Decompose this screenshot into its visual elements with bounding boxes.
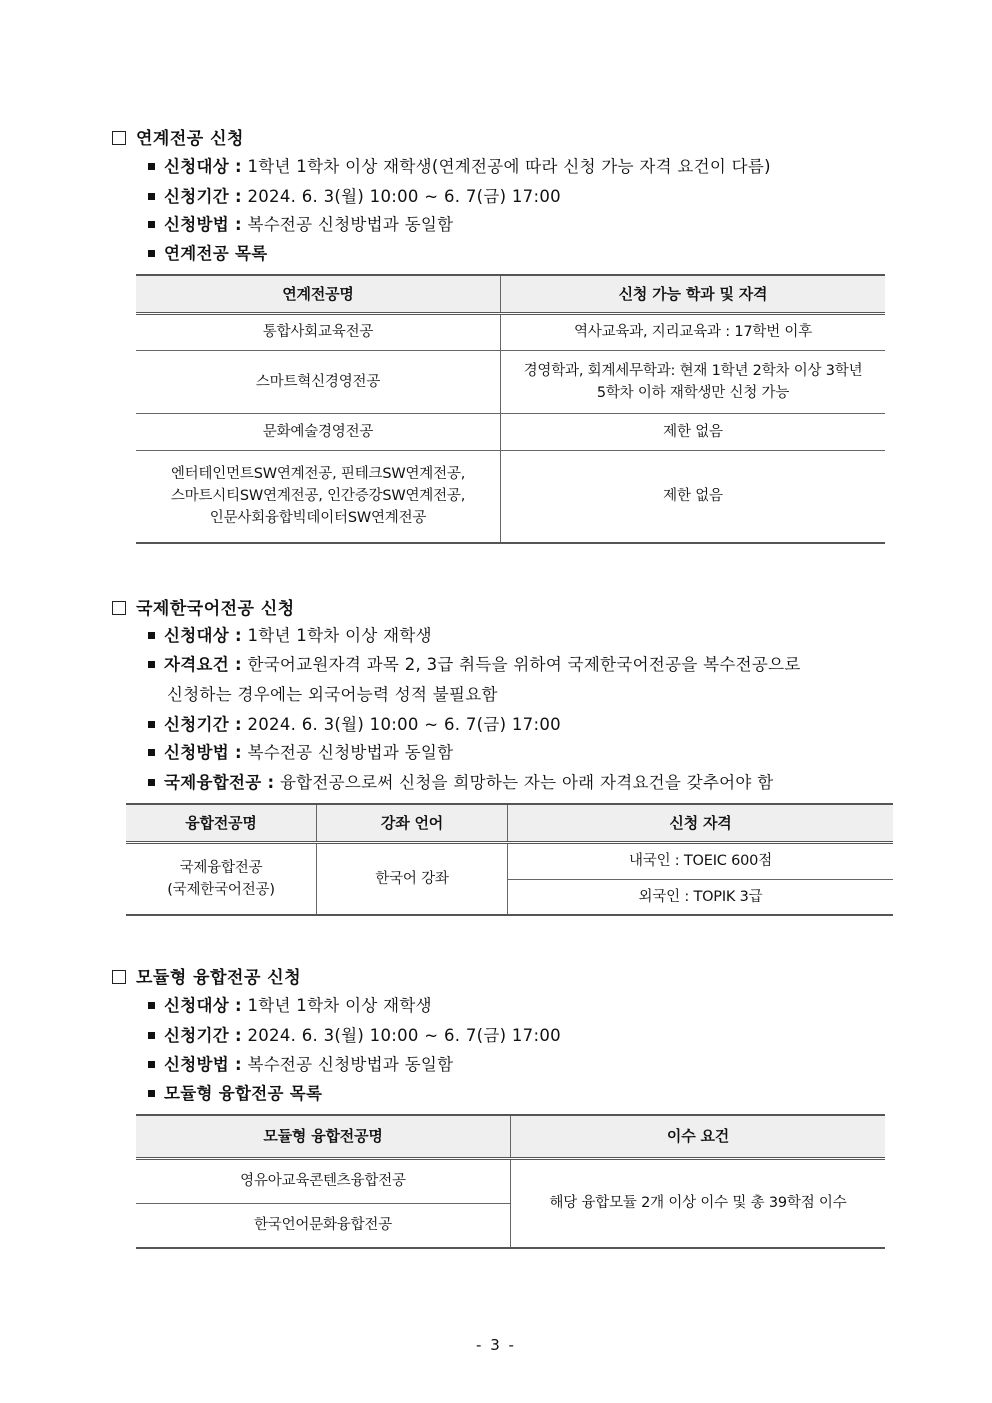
header-qualification: 신청 자격 xyxy=(508,804,894,842)
header-modular-name: 모듈형 융합전공명 xyxy=(136,1115,511,1158)
modular-convergence-table xyxy=(136,1114,885,1249)
checkbox-square-icon xyxy=(112,970,126,984)
table-row xyxy=(136,413,885,450)
square-bullet-icon xyxy=(148,632,155,639)
bullet-period: 신청기간 : 2024. 6. 3(월) 10:00 ~ 6. 7(금) 17:00 xyxy=(148,183,561,207)
square-bullet-icon xyxy=(148,779,155,786)
bullet-method: 신청방법 : 복수전공 신청방법과 동일함 xyxy=(148,739,453,763)
cell-major-name: 엔터테인먼트SW연계전공, 핀테크SW연계전공, 스마트시티SW연계전공, 인간증강SW연계전공, 인문사회융합빅데이터SW연계전공 xyxy=(136,450,501,543)
cell-requirement: 해당 융합모듈 2개 이상 이수 및 총 39학점 이수 xyxy=(511,1158,886,1248)
cell-qualification: 경영학과, 회계세무학과: 현재 1학년 2학차 이상 3학년 5학차 이하 재학생만 신청 가능 xyxy=(501,350,886,413)
cell-qualification: 제한 없음 xyxy=(501,413,886,450)
header-qualification: 신청 가능 학과 및 자격 xyxy=(501,275,886,313)
page-number: - 3 - xyxy=(476,1336,516,1354)
cell-major-name: 스마트혁신경영전공 xyxy=(136,350,501,413)
table-row xyxy=(136,350,885,413)
header-convergence-name: 융합전공명 xyxy=(126,804,317,842)
bullet-period: 신청기간 : 2024. 6. 3(월) 10:00 ~ 6. 7(금) 17:00 xyxy=(148,711,561,735)
cell-modular-name: 한국언어문화융합전공 xyxy=(136,1203,511,1248)
cell-language: 한국어 강좌 xyxy=(317,842,508,915)
linked-major-table xyxy=(136,274,885,544)
section-title-linked-major: 연계전공 신청 xyxy=(112,124,244,149)
square-bullet-icon xyxy=(148,250,155,257)
table-row xyxy=(126,842,893,879)
square-bullet-icon xyxy=(148,661,155,668)
square-bullet-icon xyxy=(148,1061,155,1068)
table-header-row xyxy=(136,275,885,313)
table-row xyxy=(136,450,885,543)
cell-qualification: 제한 없음 xyxy=(501,450,886,543)
header-major-name: 연계전공명 xyxy=(136,275,501,313)
bullet-period: 신청기간 : 2024. 6. 3(월) 10:00 ~ 6. 7(금) 17:00 xyxy=(148,1022,561,1046)
table-row xyxy=(136,1158,885,1203)
bullet-international-convergence: 국제융합전공 : 융합전공으로써 신청을 희망하는 자는 아래 자격요건을 갖추어야 함 xyxy=(148,769,773,793)
bullet-list-heading: 연계전공 목록 xyxy=(148,240,267,264)
bullet-requirement: 자격요건 : 한국어교원자격 과목 2, 3급 취득을 위하여 국제한국어전공을 복수전공으로 xyxy=(148,651,801,675)
table-header-row xyxy=(126,804,893,842)
square-bullet-icon xyxy=(148,221,155,228)
bullet-target: 신청대상 : 1학년 1학차 이상 재학생 xyxy=(148,992,432,1016)
cell-qualification: 역사교육과, 지리교육과 : 17학번 이후 xyxy=(501,313,886,350)
cell-qualification-domestic: 내국인 : TOEIC 600점 xyxy=(508,842,894,879)
square-bullet-icon xyxy=(148,1002,155,1009)
square-bullet-icon xyxy=(148,193,155,200)
cell-major-name: 통합사회교육전공 xyxy=(136,313,501,350)
bullet-target: 신청대상 : 1학년 1학차 이상 재학생(연계전공에 따라 신청 가능 자격 요건이 다름) xyxy=(148,153,771,177)
section-title-international-korean: 국제한국어전공 신청 xyxy=(112,594,295,619)
international-convergence-table xyxy=(126,803,893,916)
table-header-row xyxy=(136,1115,885,1158)
header-language: 강좌 언어 xyxy=(317,804,508,842)
bullet-requirement-continuation: 신청하는 경우에는 외국어능력 성적 불필요함 xyxy=(167,685,498,704)
table-row xyxy=(136,313,885,350)
square-bullet-icon xyxy=(148,721,155,728)
header-requirement: 이수 요건 xyxy=(511,1115,886,1158)
cell-major-name: 문화예술경영전공 xyxy=(136,413,501,450)
checkbox-square-icon xyxy=(112,601,126,615)
bullet-target: 신청대상 : 1학년 1학차 이상 재학생 xyxy=(148,622,432,646)
square-bullet-icon xyxy=(148,749,155,756)
checkbox-square-icon xyxy=(112,131,126,145)
square-bullet-icon xyxy=(148,1090,155,1097)
bullet-list-heading: 모듈형 융합전공 목록 xyxy=(148,1080,322,1104)
square-bullet-icon xyxy=(148,1032,155,1039)
cell-modular-name: 영유아교육콘텐츠융합전공 xyxy=(136,1158,511,1203)
square-bullet-icon xyxy=(148,163,155,170)
section-title-modular-convergence: 모듈형 융합전공 신청 xyxy=(112,963,301,988)
bullet-method: 신청방법 : 복수전공 신청방법과 동일함 xyxy=(148,211,453,235)
cell-convergence-name: 국제융합전공 (국제한국어전공) xyxy=(126,842,317,915)
cell-qualification-foreign: 외국인 : TOPIK 3급 xyxy=(508,879,894,915)
bullet-method: 신청방법 : 복수전공 신청방법과 동일함 xyxy=(148,1051,453,1075)
